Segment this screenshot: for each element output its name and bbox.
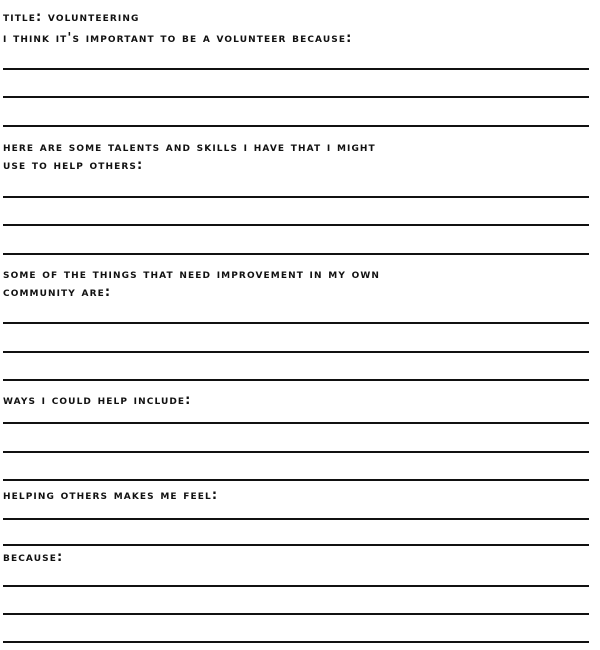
answer-line [3,224,589,226]
prompt-talents: here are some talents and skills i have that i might [3,140,376,155]
prompt-community-cont: community are: [3,285,112,300]
answer-line [3,68,589,70]
prompt-because: because: [3,550,64,565]
answer-line [3,196,589,198]
prompt-talents-cont: use to help others: [3,158,144,173]
answer-line [3,451,589,453]
answer-line [3,322,589,324]
answer-line [3,544,589,546]
answer-line [3,351,589,353]
answer-line [3,379,589,381]
answer-line [3,613,589,615]
answer-line [3,585,589,587]
answer-line [3,422,589,424]
prompt-community: some of the things that need improvement in my own [3,267,380,282]
worksheet-title: title: volunteering [3,10,140,25]
answer-line [3,518,589,520]
prompt-important: i think it's important to be a volunteer because: [3,31,353,46]
answer-line [3,96,589,98]
prompt-feel: helping others makes me feel: [3,488,219,503]
answer-line [3,641,589,643]
answer-line [3,125,589,127]
answer-line [3,479,589,481]
prompt-ways: ways i could help include: [3,393,192,408]
answer-line [3,253,589,255]
